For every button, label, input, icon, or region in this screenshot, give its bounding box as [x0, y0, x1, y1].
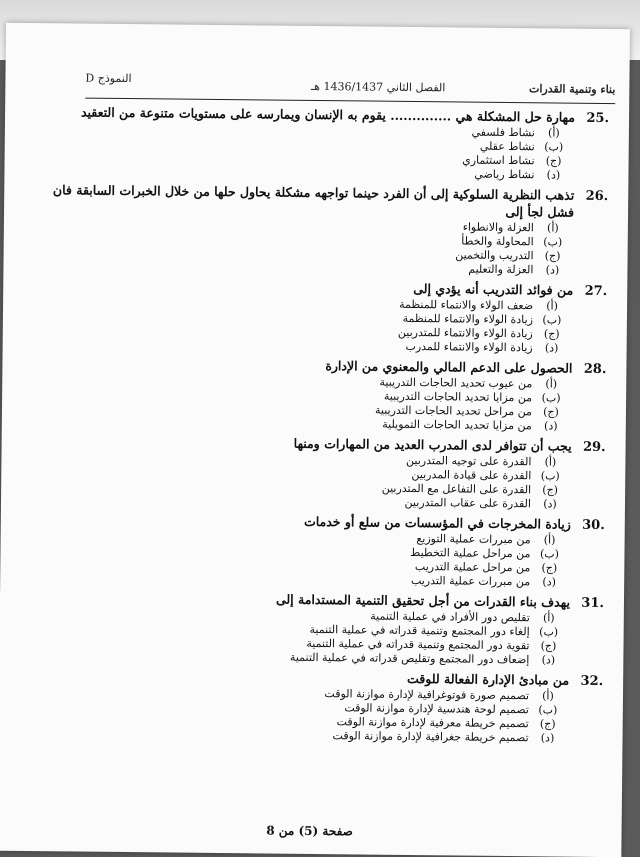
option-text: من مزايا تحديد الحاجات التدريبية — [383, 389, 533, 405]
option-letter: (أ) — [547, 221, 559, 235]
option-text: تصميم خريطة جغرافية لإدارة موازنة الوقت — [332, 729, 529, 745]
option-letter: (أ) — [542, 689, 554, 703]
option-text: زيادة الولاء والانتماء للمنظمة — [402, 311, 534, 327]
option-text: إلغاء دور المجتمع وتنمية قدراته في عملية التنمية — [309, 622, 530, 639]
option-text: القدرة على توجيه المتدربين — [406, 453, 532, 469]
question — [27, 181, 608, 278]
option-letter: (ب) — [544, 140, 564, 154]
question-number: 28. — [583, 361, 607, 378]
option-letter: (ج) — [545, 154, 562, 168]
option-letter: (د) — [540, 731, 555, 745]
option-letter: (د) — [541, 653, 556, 667]
option-letter: (د) — [545, 263, 560, 277]
option-text: إضعاف دور المجتمع وتقليص قدراته في عملية التنمية — [289, 650, 530, 667]
option-letter: (د) — [544, 419, 558, 433]
options-list — [25, 450, 566, 512]
option-text: زيادة الولاء والانتماء للمدرب — [405, 339, 533, 355]
question-number: 25. — [586, 110, 610, 127]
option-letter: (د) — [546, 168, 561, 182]
question — [28, 103, 609, 183]
option-text: تصميم لوحة هندسية لإدارة موازنة الوقت — [344, 701, 529, 717]
option-text: نشاط رياضي — [474, 167, 535, 182]
question — [23, 666, 604, 746]
option-text: نشاط فلسفي — [471, 125, 535, 140]
option-text: العزلة والانطواء — [462, 220, 534, 235]
question — [24, 510, 605, 590]
question-number: 30. — [582, 517, 605, 534]
page-number: صفحة (5) من 8 — [266, 823, 353, 839]
option-letter: (أ) — [547, 126, 560, 140]
option-letter: (ب) — [541, 391, 561, 405]
option-letter: (ج) — [539, 717, 556, 731]
option-letter: (ج) — [541, 561, 558, 575]
question — [26, 354, 607, 434]
option-text: نشاط استثماري — [462, 153, 535, 168]
option-text: القدرة على قيادة المدربين — [411, 468, 532, 483]
options-list — [26, 372, 567, 434]
question-text: تذهب النظرية السلوكية إلى أن الفرد حينما تواجهه مشكلة يحاول حلها من خلال الخبرات السابقة فان فشل لجأ إلى — [52, 182, 575, 220]
option-letter: (أ) — [546, 299, 558, 313]
option-text: تصميم صورة فوتوغرافية لإدارة موازنة الوقت — [324, 687, 530, 703]
option-text: من مزايا تحديد الحاجات التمويلية — [382, 417, 532, 433]
option-text: القدرة على التفاعل مع المتدربين — [381, 481, 532, 497]
question-text: من فوائد التدريب أنه يؤدي إلى — [413, 281, 574, 298]
option-letter: (ج) — [543, 327, 560, 341]
option-letter: (أ) — [543, 533, 556, 547]
option-text: من مراحل تحديد الحاجات التدريبية — [374, 403, 533, 419]
question-number: 27. — [584, 283, 608, 300]
option-letter: (ب) — [539, 547, 560, 561]
option-letter: (ب) — [543, 235, 563, 249]
question-number: 31. — [581, 595, 605, 612]
option-text: من مبررات عملية التوزيع — [416, 532, 531, 547]
option-letter: (د) — [544, 341, 559, 355]
options-list — [28, 121, 569, 183]
option-text: تصميم خريطة معرفية لإدارة موازنة الوقت — [336, 715, 529, 731]
question-text: يهدف بناء القدرات من أجل تحقيق التنمية المستدامة إلى — [275, 591, 571, 610]
question-text: الحصول على الدعم المالي والمعنوي من الإدارة — [325, 358, 573, 376]
option-text: تقليص دور الأفراد في عملية التنمية — [370, 609, 530, 625]
option-text: تقوية دور المجتمع وتنمية قدراته في عملية التنمية — [306, 636, 530, 653]
course-title: بناء وتنمية القدرات — [528, 82, 616, 97]
question-text: زيادة المخرجات في المؤسسات من سلع أو خدمات — [303, 513, 571, 532]
options-list — [27, 216, 568, 278]
question — [25, 432, 606, 512]
options-list — [24, 528, 565, 590]
option-letter: (ج) — [544, 249, 561, 263]
option-text: العزلة والتعليم — [468, 262, 534, 277]
option-text: ضعف الولاء والانتماء للمنظمة — [399, 297, 534, 313]
option-text: من عيوب تحديد الحاجات التدريبية — [379, 375, 533, 391]
option-text: زيادة الولاء والانتماء للمتدربين — [397, 325, 533, 341]
option-letter: (ج) — [540, 639, 557, 653]
option-letter: (ج) — [543, 405, 559, 419]
question-text: يجب أن تتوافر لدى المدرب العديد من المهارات ومنها — [293, 435, 572, 454]
semester-label: الفصل الثاني 1436/1437 هـ — [310, 79, 446, 95]
question — [23, 588, 604, 668]
options-list — [23, 684, 564, 746]
option-text: المحاولة والخطأ — [461, 234, 534, 249]
option-text: القدرة على عقاب المتدربين — [404, 495, 532, 511]
option-letter: (ج) — [542, 483, 559, 497]
question — [27, 276, 608, 356]
question-text: مهارة حل المشكلة هي .............. يقوم به الإنسان ويمارسه على مستويات متنوعة من التعقيد — [80, 104, 576, 125]
model-label: النموذج D — [85, 71, 132, 86]
page-header — [85, 72, 615, 105]
option-letter: (أ) — [545, 377, 558, 391]
options-list — [27, 294, 568, 356]
option-text: نشاط عقلي — [479, 139, 535, 154]
options-list — [23, 606, 564, 668]
question-number: 29. — [582, 439, 606, 456]
option-text: من مبررات عملية التدريب — [410, 574, 531, 589]
question-number: 32. — [580, 673, 604, 690]
question-text: من مبادئ الإدارة الفعالة للوقت — [407, 670, 570, 688]
option-text: من مراحل عملية التدريب — [414, 560, 531, 575]
option-letter: (أ) — [542, 611, 555, 625]
exam-page — [0, 23, 630, 857]
option-letter: (أ) — [544, 455, 557, 469]
option-text: التدريب والتخمين — [455, 248, 534, 263]
option-letter: (ب) — [540, 469, 560, 483]
option-letter: (ب) — [538, 703, 558, 717]
option-letter: (ب) — [539, 625, 559, 639]
option-letter: (د) — [542, 575, 556, 589]
question-number: 26. — [585, 188, 609, 205]
option-letter: (د) — [543, 497, 557, 511]
option-text: من مراحل عملية التخطيط — [410, 545, 531, 561]
questions-list — [22, 103, 609, 750]
option-letter: (ب) — [542, 313, 562, 327]
